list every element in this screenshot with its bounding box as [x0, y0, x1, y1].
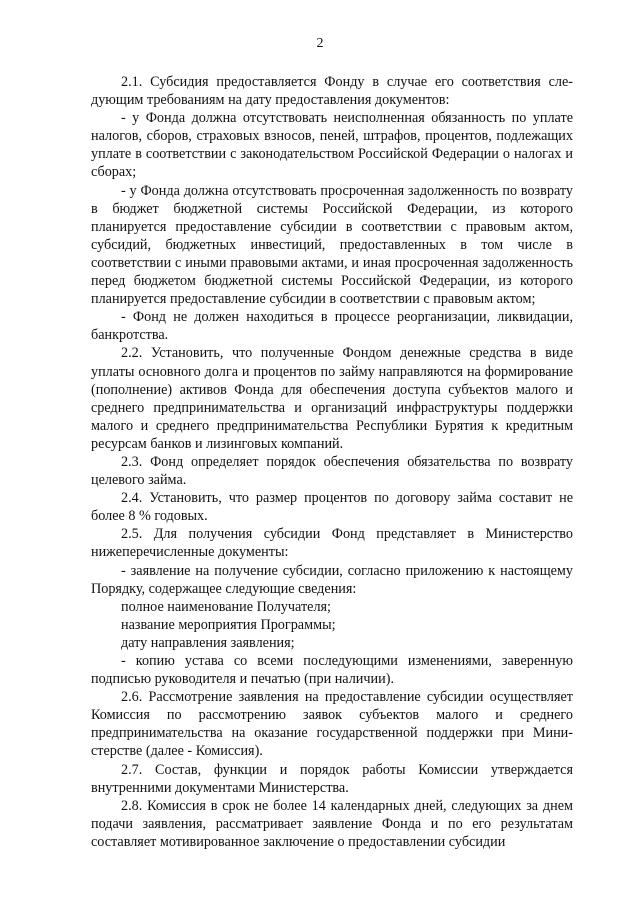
- document-item-charter-copy: - копию устава со всеми последующими изменениями, заверенную подписью руководителя и печатью (при наличии).: [91, 653, 573, 688]
- application-field-event-name: название мероприятия Программы;: [121, 616, 336, 633]
- paragraph-2-8: 2.8. Комиссия в срок не более 14 календарных дней, следующих за днем подачи заявления, рассматривает заявление Фонда и по его результатам составляет мотивированное заключение о предоставлении субсидии: [91, 797, 573, 850]
- paragraph-2-6: 2.6. Рассмотрение заявления на предоставление субсидии осуществляет Комиссия по рассмотрению заявок субъектов малого и среднего предпринимательства на оказание государственной поддержки при Министерстве (далее - Комиссия).: [91, 689, 573, 760]
- application-field-date: дату направления заявления;: [121, 634, 295, 651]
- paragraph-2-4: 2.4. Установить, что размер процентов по договору займа составит не более 8 % годовых.: [91, 490, 573, 525]
- paragraph-2-1: 2.1. Субсидия предоставляется Фонду в случае его соответствия следующим требованиям на дату предоставления документов:: [91, 74, 573, 109]
- requirement-no-reorganization: - Фонд не должен находиться в процессе реорганизации, ликвидации, банкротства.: [91, 309, 573, 344]
- paragraph-2-5: 2.5. Для получения субсидии Фонд представляет в Министерство нижеперечисленные документы:: [91, 526, 573, 561]
- application-field-full-name: полное наименование Получателя;: [121, 598, 331, 615]
- paragraph-2-3: 2.3. Фонд определяет порядок обеспечения обязательства по возврату целевого займа.: [91, 453, 573, 489]
- page-number: 2: [316, 36, 324, 51]
- requirement-no-tax-debt: - у Фонда должна отсутствовать неисполненная обязанность по уплате налогов, сборов, страховых взносов, пеней, штрафов, процентов, подлежащих уплате в соответствии с законодательством Российской Федерации о налогах и сборах;: [91, 110, 573, 181]
- paragraph-2-7: 2.7. Состав, функции и порядок работы Комиссии утверждается внутренними документами Министерства.: [91, 761, 573, 796]
- document-body: [91, 73, 573, 851]
- paragraph-2-2: 2.2. Установить, что полученные Фондом денежные средства в виде уплаты основного долга и процентов по займу направляются на формирование (пополнение) активов Фонда для обеспечения доступа субъектов малого и среднего предпринимательства и организаций инфраструктуры поддержки малого и среднего предпринимательства Республики Бурятия к кредитным ресурсам банков и лизинговых компаний.: [91, 345, 573, 452]
- document-item-application: - заявление на получение субсидии, согласно приложению к настоящему Порядку, содержащее следующие сведения:: [91, 562, 573, 597]
- requirement-no-overdue-debt: - у Фонда должна отсутствовать просроченная задолженность по возврату в бюджет бюджетной системы Российской Федерации, из которого планируется предоставление субсидии в соответствии с правовым актом, субсидий, бюджетных инвестиций, предоставленных в том числе в соответствии с иными правовыми актами, и иная просроченная задолженность перед бюджетом бюджетной системы Российской Федерации, из которого планируется предоставление субсидии в соответствии с правовым актом;: [91, 182, 573, 308]
